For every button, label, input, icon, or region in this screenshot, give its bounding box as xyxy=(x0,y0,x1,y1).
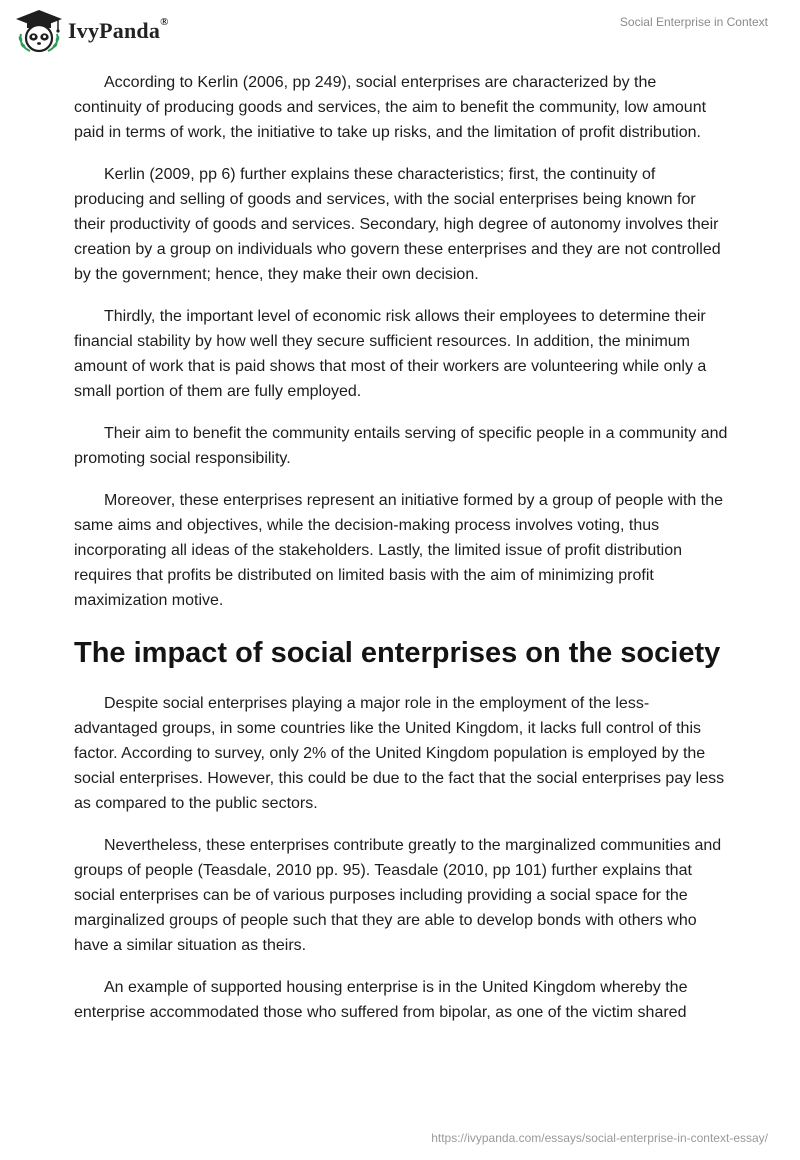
paragraph: Nevertheless, these enterprises contribute greatly to the marginalized communities and groups of people (Teasdale, 2010 pp. 95). Teasdale (2010, pp 101) further explains that social enterprises can be of various purposes including providing a social space for the marginalized groups of people such that they are able to develop bonds with others who have a similar situation as theirs. xyxy=(74,837,722,954)
paragraph: According to Kerlin (2006, pp 249), social enterprises are characterized by the continuity of producing goods and services, the aim to benefit the community, low amount paid in terms of work, the initiative to take up risks, and the limitation of profit distribution. xyxy=(74,74,707,141)
paragraph: Thirdly, the important level of economic risk allows their employees to determine their financial stability by how well they secure sufficient resources. In addition, the minimum amount of work that is paid shows that most of their workers are volunteering while only a small portion of them are fully employed. xyxy=(74,308,707,400)
paragraph: Kerlin (2009, pp 6) further explains these characteristics; first, the continuity of producing and selling of goods and services, with the social enterprises being known for their productivity of goods and services. Secondary, high degree of autonomy involves their creation by a group on individuals who govern these enterprises and they are not controlled by the government; hence, they make their own decision. xyxy=(74,166,721,283)
essay-body xyxy=(74,70,728,1042)
source-url[interactable]: https://ivypanda.com/essays/social-enterprise-in-context-essay/ xyxy=(431,1131,768,1145)
paragraph: An example of supported housing enterprise is in the United Kingdom whereby the enterprise accommodated those who suffered from bipolar, as one of the victim shared xyxy=(74,979,688,1021)
paragraph: Moreover, these enterprises represent an initiative formed by a group of people with the same aims and objectives, while the decision-making process involves voting, thus incorporating all ideas of the stakeholders. Lastly, the limited issue of profit distribution requires that profits be distributed on limited basis with the aim of minimizing profit maximization motive. xyxy=(74,492,724,609)
panda-graduate-icon xyxy=(14,8,64,54)
paragraph: Despite social enterprises playing a major role in the employment of the less-advantaged groups, in some countries like the United Kingdom, it lacks full control of this factor. According to survey, only 2% of the United Kingdom population is employed by the social enterprises. However, this could be due to the fact that the social enterprises pay less as compared to the public sectors. xyxy=(74,695,725,812)
page-header xyxy=(0,0,800,60)
document-title: Social Enterprise in Context xyxy=(619,15,768,29)
trademark-symbol: ® xyxy=(160,16,169,28)
section-heading: The impact of social enterprises on the society xyxy=(74,637,721,669)
paragraph: Their aim to benefit the community entails serving of specific people in a community and promoting social responsibility. xyxy=(74,425,728,467)
logo[interactable] xyxy=(14,8,169,54)
brand-name: IvyPanda® xyxy=(68,16,169,43)
